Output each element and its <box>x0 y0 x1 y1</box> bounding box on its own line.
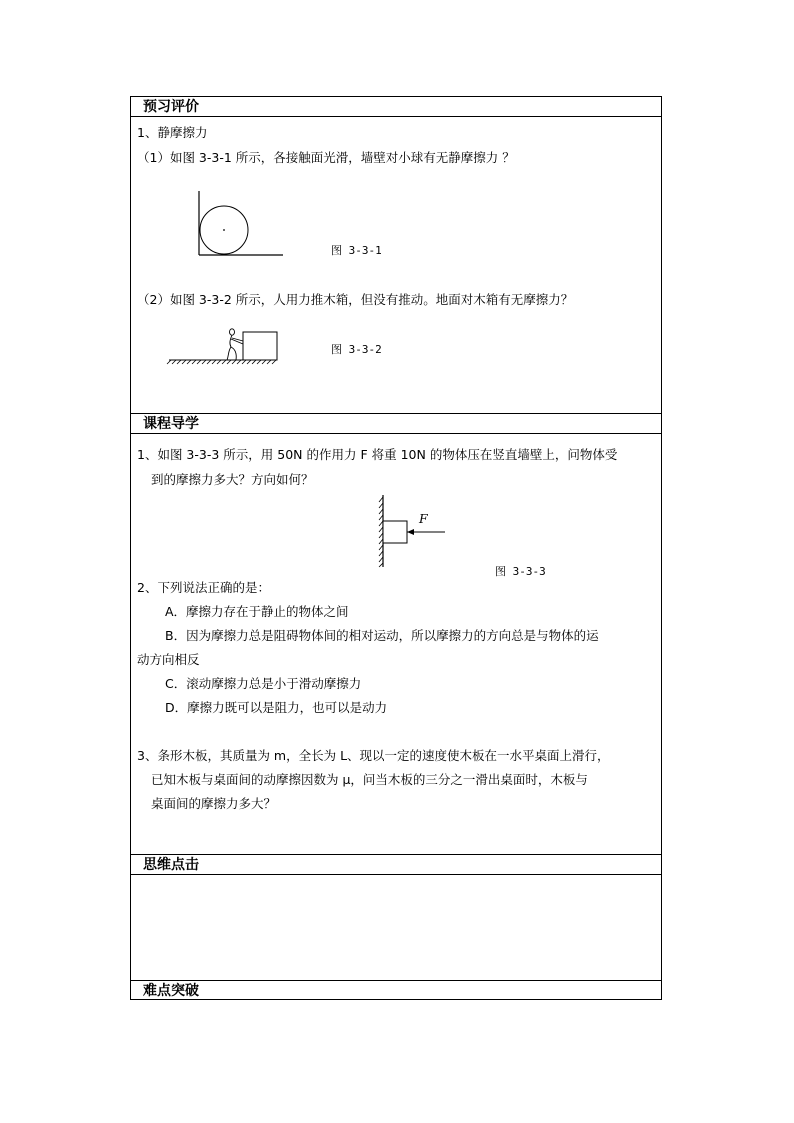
section-header-guide: 课程导学 <box>131 414 661 434</box>
option-b-continued: 动方向相反 <box>137 652 200 667</box>
option-b: B．因为摩擦力总是阻碍物体间的相对运动，所以摩擦力的方向总是与物体的运 <box>165 628 599 643</box>
guide-question-1-line1: 1、如图 3-3-3 所示，用 50N 的作用力 F 将重 10N 的物体压在竖直墙壁上，问物体受 <box>137 447 618 462</box>
figure-caption-3-3-1: 图 3-3-1 <box>331 244 382 257</box>
figure-person-pushing-box <box>169 327 279 367</box>
section-header-points: 思维点击 <box>131 855 661 875</box>
figure-caption-3-3-2: 图 3-3-2 <box>331 343 382 356</box>
guide-question-3-line3: 桌面间的摩擦力多大？ <box>151 796 277 811</box>
guide-question-2-title: 2、下列说法正确的是： <box>137 580 270 595</box>
guide-question-3-line1: 3、条形木板，其质量为 m，全长为 L、现以一定的速度使木板在一水平桌面上滑行， <box>137 748 610 763</box>
section-header-difficulty: 难点突破 <box>143 983 199 999</box>
guide-question-3-line2: 已知木板与桌面间的动摩擦因数为 μ，问当木板的三分之一滑出桌面时，木板与 <box>151 772 588 787</box>
section-header-preview: 预习评价 <box>131 97 661 117</box>
option-d: D．摩擦力既可以是阻力，也可以是动力 <box>165 700 388 715</box>
worksheet-table <box>130 96 662 1000</box>
preview-question-2: （2）如图 3-3-2 所示，人用力推木箱，但没有推动。地面对木箱有无摩擦力？ <box>137 292 574 307</box>
figure-block-on-wall <box>371 495 451 567</box>
figure-caption-3-3-3: 图 3-3-3 <box>495 565 546 578</box>
option-c: C．滚动摩擦力总是小于滑动摩擦力 <box>165 676 362 691</box>
preview-item1-title: 1、静摩擦力 <box>137 125 208 140</box>
guide-question-1-line2: 到的摩擦力多大？方向如何？ <box>151 472 314 487</box>
option-a: A．摩擦力存在于静止的物体之间 <box>165 604 349 619</box>
force-label: F <box>419 511 428 526</box>
preview-question-1: （1）如图 3-3-1 所示，各接触面光滑，墙壁对小球有无静摩擦力 ？ <box>137 150 515 165</box>
figure-ball-wall <box>197 191 287 257</box>
